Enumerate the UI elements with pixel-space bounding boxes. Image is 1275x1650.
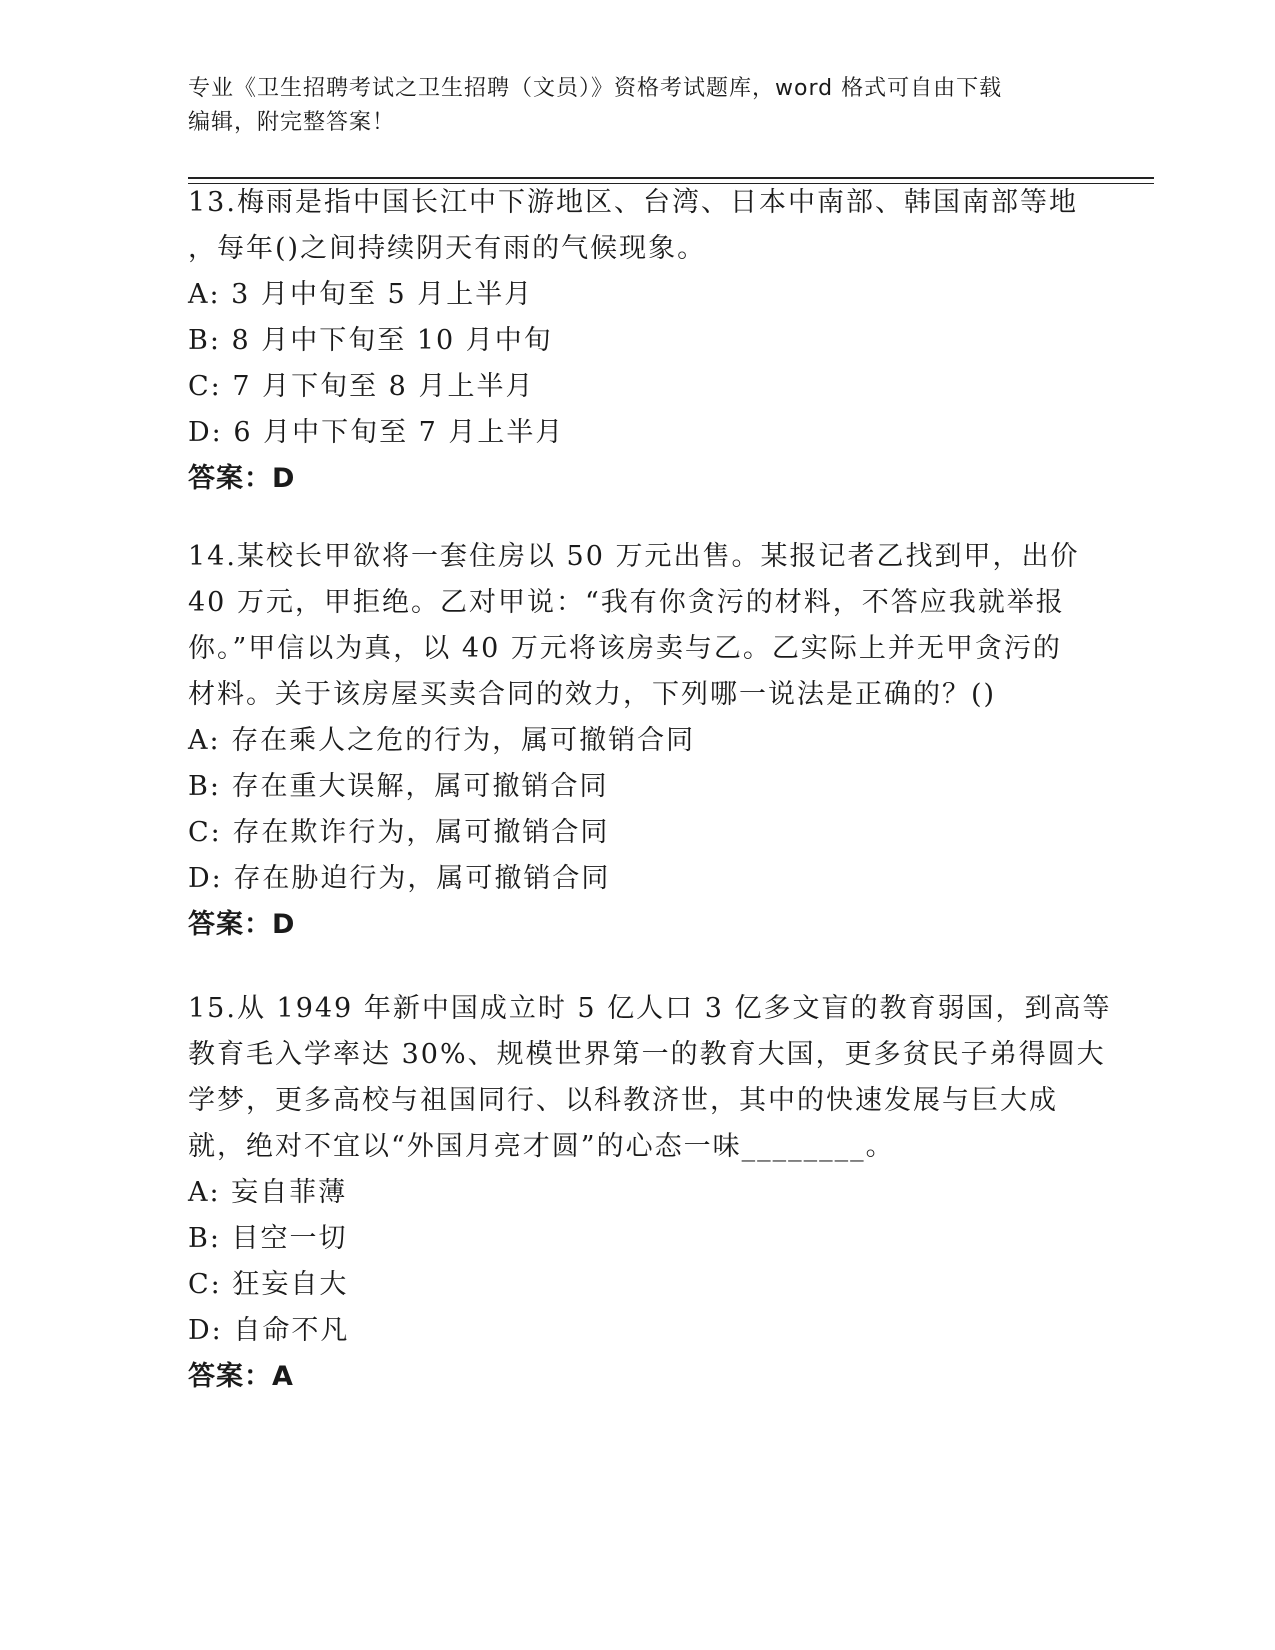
question-15-line-1: 15.从 1949 年新中国成立时 5 亿人口 3 亿多文盲的教育弱国，到高等 bbox=[188, 993, 1112, 1024]
question-13-option-c: C: 7 月下旬至 8 月上半月 bbox=[188, 371, 535, 402]
question-14-line-3: 你。”甲信以为真，以 40 万元将该房卖与乙。乙实际上并无甲贪污的 bbox=[188, 633, 1062, 664]
question-15-line-4: 就，绝对不宜以“外国月亮才圆”的心态一味________。 bbox=[188, 1131, 895, 1162]
question-15-line-3: 学梦，更多高校与祖国同行、以科教济世，其中的快速发展与巨大成 bbox=[188, 1085, 1058, 1116]
question-13-line-1: 13.梅雨是指中国长江中下游地区、台湾、日本中南部、韩国南部等地 bbox=[188, 187, 1078, 218]
question-14-line-2: 40 万元，甲拒绝。乙对甲说：“我有你贪污的材料，不答应我就举报 bbox=[188, 587, 1065, 618]
question-13-answer: 答案：D bbox=[188, 463, 296, 494]
question-14-option-c: C: 存在欺诈行为，属可撤销合同 bbox=[188, 817, 610, 848]
question-14-option-a: A: 存在乘人之危的行为，属可撤销合同 bbox=[188, 725, 696, 756]
document-header bbox=[188, 72, 1068, 140]
question-13-line-2: ，每年()之间持续阴天有雨的气候现象。 bbox=[188, 233, 707, 264]
question-13 bbox=[188, 180, 1088, 502]
question-13-option-d: D: 6 月中下旬至 7 月上半月 bbox=[188, 417, 565, 448]
question-15-option-b: B: 目空一切 bbox=[188, 1223, 348, 1254]
question-14-line-4: 材料。关于该房屋买卖合同的效力，下列哪一说法是正确的？() bbox=[188, 679, 997, 710]
question-13-option-b: B: 8 月中下旬至 10 月中旬 bbox=[188, 325, 553, 356]
question-14-answer: 答案：D bbox=[188, 909, 296, 940]
header-divider-thick bbox=[188, 177, 1154, 179]
header-line-2: 编辑，附完整答案！ bbox=[188, 110, 396, 135]
question-15-line-2: 教育毛入学率达 30%、规模世界第一的教育大国，更多贫民子弟得圆大 bbox=[188, 1039, 1106, 1070]
question-14-line-1: 14.某校长甲欲将一套住房以 50 万元出售。某报记者乙找到甲，出价 bbox=[188, 541, 1080, 572]
question-15-option-d: D: 自命不凡 bbox=[188, 1315, 350, 1346]
question-14 bbox=[188, 534, 1088, 948]
question-14-option-b: B: 存在重大误解，属可撤销合同 bbox=[188, 771, 609, 802]
header-line-1: 专业《卫生招聘考试之卫生招聘（文员）》资格考试题库，word 格式可自由下载 bbox=[188, 76, 1003, 101]
question-15 bbox=[188, 986, 1112, 1400]
question-15-answer: 答案：A bbox=[188, 1361, 294, 1392]
question-15-option-c: C: 狂妄自大 bbox=[188, 1269, 349, 1300]
question-14-option-d: D: 存在胁迫行为，属可撤销合同 bbox=[188, 863, 611, 894]
question-13-option-a: A: 3 月中旬至 5 月上半月 bbox=[188, 279, 534, 310]
question-15-option-a: A: 妄自菲薄 bbox=[188, 1177, 348, 1208]
